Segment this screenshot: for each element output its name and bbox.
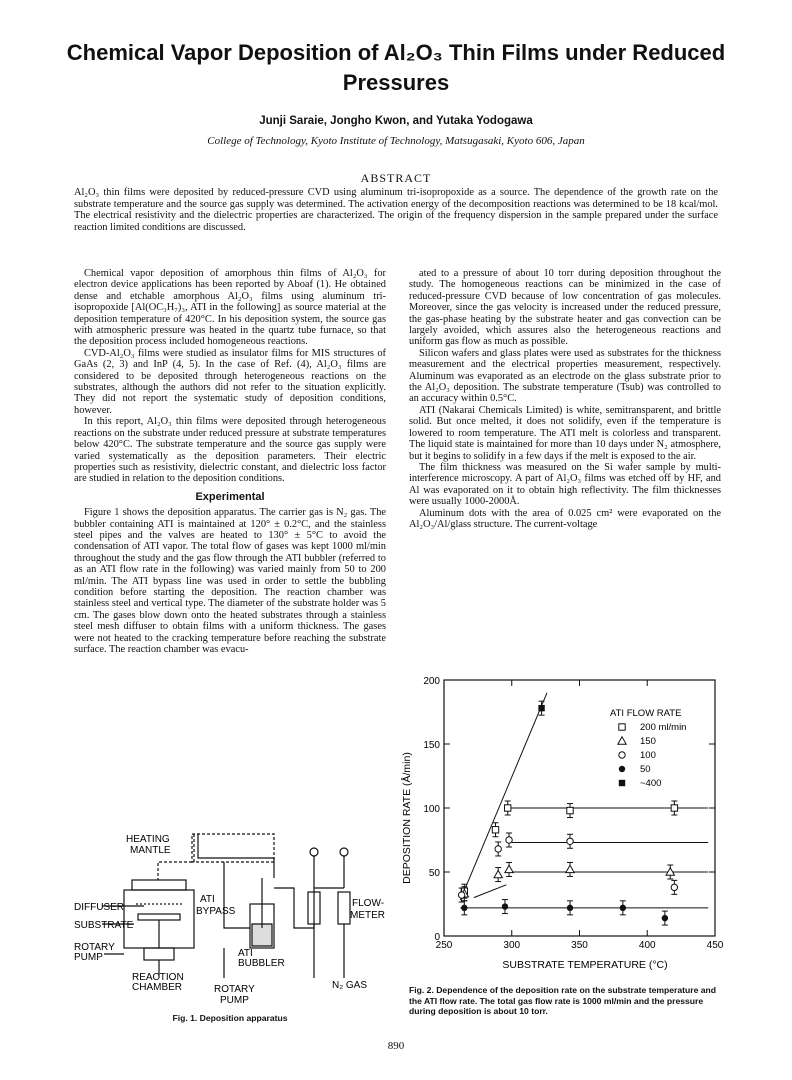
label-ati: ATI — [200, 894, 215, 905]
data-point — [671, 801, 677, 815]
body-column-left — [74, 268, 386, 655]
label-pump-2: PUMP — [220, 995, 249, 1006]
label-reaction: REACTION — [132, 972, 184, 983]
label-bubbler: BUBBLER — [238, 958, 285, 969]
label-bypass: BYPASS — [196, 906, 236, 917]
label-ati-bubbler: ATI — [238, 948, 253, 959]
paragraph: ated to a pressure of about 10 torr during deposition throughout the study. The homogeneous reactions can be minimized in the case of reduced-pressure CVD because of low concentration of gas molecules. Moreover, since the gas velocity is increased under the reduced pressure, the gas-phase heating by the substrate heater and gas convection can be largely avoided, which assures also the heterogeneous reactions and uniform gas flow as much as possible. — [409, 268, 721, 348]
data-point — [567, 804, 573, 818]
authors: Junji Saraie, Jongho Kwon, and Yutaka Yodogawa — [259, 115, 533, 127]
y-tick-label: 50 — [428, 868, 440, 879]
abstract-text: Al₂O₃ thin films were deposited by reduced-pressure CVD using aluminum tri-isopropoxide as a source. The dependence of the growth rate on the substrate temperature and the source gas supply was determined. The activation energy of the decomposition reactions was determined to be 18 kcal/mol. The electrical resistivity and the dielectric properties are characterized. The origin of the frequency dispersion in the sample prepared under the surface reaction limited conditions are discussed. — [74, 187, 718, 233]
x-tick-label: 250 — [435, 940, 453, 951]
figure1-apparatus-diagram — [74, 828, 386, 1008]
label-flow: FLOW- — [352, 898, 385, 909]
label-diffuser: DIFFUSER — [74, 902, 124, 913]
title-line-1: Chemical Vapor Deposition of Al₂O₃ Thin Films under Reduced — [66, 40, 726, 65]
paragraph: ATI (Nakarai Chemicals Limited) is white, semitransparent, and brittle solid. But once melted, it does not solidify, even if the temperature is lowered to room temperature. The ATI melt is colorless and transparent. The liquid state is maintained for more than 10 days under N₂ atmosphere, but it begins to solidify in a few days if the melt is exposed to the air. — [409, 404, 721, 462]
label-heating: HEATING — [126, 834, 170, 845]
data-point — [506, 833, 512, 847]
y-tick-label: 150 — [423, 740, 440, 751]
label-pump: PUMP — [74, 952, 103, 963]
figure2-chart — [400, 668, 730, 982]
abstract-heading: ABSTRACT — [360, 171, 432, 185]
label-chamber: CHAMBER — [132, 982, 183, 993]
x-tick-label: 350 — [571, 940, 588, 951]
legend-entry: 50 — [640, 764, 651, 775]
fit-line-rising — [460, 693, 547, 900]
legend-entry: 150 — [640, 736, 656, 747]
section-heading: Experimental — [195, 490, 265, 503]
paragraph: CVD-Al₂O₃ films were studied as insulator films for MIS structures of GaAs (2, 3) and InP (4, 5). In the case of Ref. (4), Al₂O₃ films are considered to be deposited through heterogeneous reactions on the substrates, although the authors did not refer to the situation explicitly. They did not report the systematic study of deposition conditions, however. — [74, 347, 386, 416]
label-rotary-pump: ROTARY — [214, 984, 255, 995]
data-point — [505, 862, 513, 876]
paragraph: In this report, Al₂O₃ thin films were deposited through heterogeneous reactions on the substrate under reduced pressure at substrate temperatures below 420°C. The substrate temperature and the source gas supply were varied systematically as the deposition parameters. Their electric properties such as resistivity, dielectric constant, and dielectric loss factor are studied in relation to the deposition conditions. — [74, 416, 386, 485]
legend-entry: ~400 — [640, 778, 662, 789]
label-rotary: ROTARY — [74, 942, 115, 953]
fit-line-low — [474, 885, 507, 898]
y-tick-label: 0 — [434, 932, 440, 943]
legend-marker — [619, 752, 625, 758]
paragraph: Silicon wafers and glass plates were used as substrates for the thickness measurement and the electrical properties measurement, respectively. Aluminum was evaporated as an electrode on the glass substrate prior to the Al₂O₃ deposition. The substrate temperature (Tsub) was controlled to an accuracy within 0.5°C. — [409, 347, 721, 405]
x-axis-label: SUBSTRATE TEMPERATURE (°C) — [502, 959, 668, 971]
affiliation: College of Technology, Kyoto Institute of Technology, Matsugasaki, Kyoto 606, Japan — [207, 135, 585, 147]
data-point — [567, 901, 573, 915]
x-tick-label: 400 — [638, 940, 656, 951]
x-tick-label: 450 — [706, 940, 724, 951]
legend-marker — [619, 780, 625, 786]
data-point — [502, 900, 508, 914]
data-point — [662, 911, 668, 925]
data-point — [566, 862, 574, 876]
data-point — [495, 842, 501, 856]
body-column-right — [409, 268, 721, 530]
data-point — [567, 834, 573, 848]
legend-marker — [618, 737, 626, 744]
legend-entry: 200 ml/min — [640, 722, 687, 733]
data-point — [492, 823, 498, 837]
y-tick-label: 100 — [423, 804, 440, 815]
data-point — [461, 901, 467, 915]
paper-title — [60, 38, 732, 98]
paragraph: The film thickness was measured on the Si wafer sample by multi-interference microscopy. A part of Al₂O₃ films was etched off by HF, and Al was evaporated on it to obtain high reflectivity. The film thicknesses were usually 1000-2000Å. — [409, 461, 721, 508]
y-axis-label: DEPOSITION RATE (Å/min) — [401, 752, 413, 884]
legend-title: ATI FLOW RATE — [610, 708, 682, 719]
title-line-2: Pressures — [342, 70, 450, 95]
data-point — [666, 865, 674, 879]
data-point — [494, 868, 502, 882]
figure2-caption: Fig. 2. Dependence of the deposition rate on the substrate temperature and the ATI flow rate. The total gas flow rate is 1000 ml/min and the pressure during deposition is about 10 torr. — [409, 985, 717, 1016]
label-meter: METER — [350, 910, 385, 921]
paragraph: Figure 1 shows the deposition apparatus. The carrier gas is N₂ gas. The bubbler containing ATI is maintained at 120° ± 0.2°C, and the stainless steel pipes and the valves are heated to 130° ± 5°C to avoid the condensation of ATI vapor. The total flow of gases was kept 1000 ml/min throughout the study and the gas flow through the ATI bubbler (referred to as an ATI flow rate in the following) was varied mainly from 50 to 200 ml/min. The ATI bypass line was used in order to settle the bubbling condition before starting the deposition. The reaction chamber was stainless steel and vertical type. The diameter of the substrate holder was 5 cm. The gases blow down onto the heated substrates through a stainless steel mesh diffuser to obtain films with a uniform thickness. The gases were not heated to the cracking temperature before reaching the substrate surface. The reaction chamber was evacu- — [74, 507, 386, 655]
figure1-caption: Fig. 1. Deposition apparatus — [172, 1013, 288, 1023]
y-tick-label: 200 — [423, 676, 440, 687]
data-point — [671, 880, 677, 894]
data-point — [504, 801, 510, 815]
paragraph: Chemical vapor deposition of amorphous thin films of Al₂O₃ for electron device applications has been reported by Aboaf (1). He obtained dense and etchable amorphous Al₂O₃ films using aluminum tri-isopropoxide [Al(OC₃H₇)₃, ATI in the following] as source material at the deposition temperature of 420°C. In his deposition system, the source gas with atmospheric pressure was heated in the quartz tube furnace, so that the deposition process included homogeneous reactions. — [74, 268, 386, 348]
page-number: 890 — [387, 1040, 405, 1052]
legend-entry: 100 — [640, 750, 656, 761]
legend-marker — [619, 766, 625, 772]
paragraph: Aluminum dots with the area of 0.025 cm² were evaporated on the Al₂O₃/Al/glass structure. The current-voltage — [409, 507, 721, 530]
label-n2-gas: N₂ GAS — [332, 980, 367, 991]
label-substrate: SUBSTRATE — [74, 920, 134, 931]
data-point — [620, 901, 626, 915]
x-tick-label: 300 — [503, 940, 521, 951]
data-point — [538, 701, 544, 715]
legend-marker — [619, 724, 625, 730]
label-mantle: MANTLE — [130, 845, 171, 856]
